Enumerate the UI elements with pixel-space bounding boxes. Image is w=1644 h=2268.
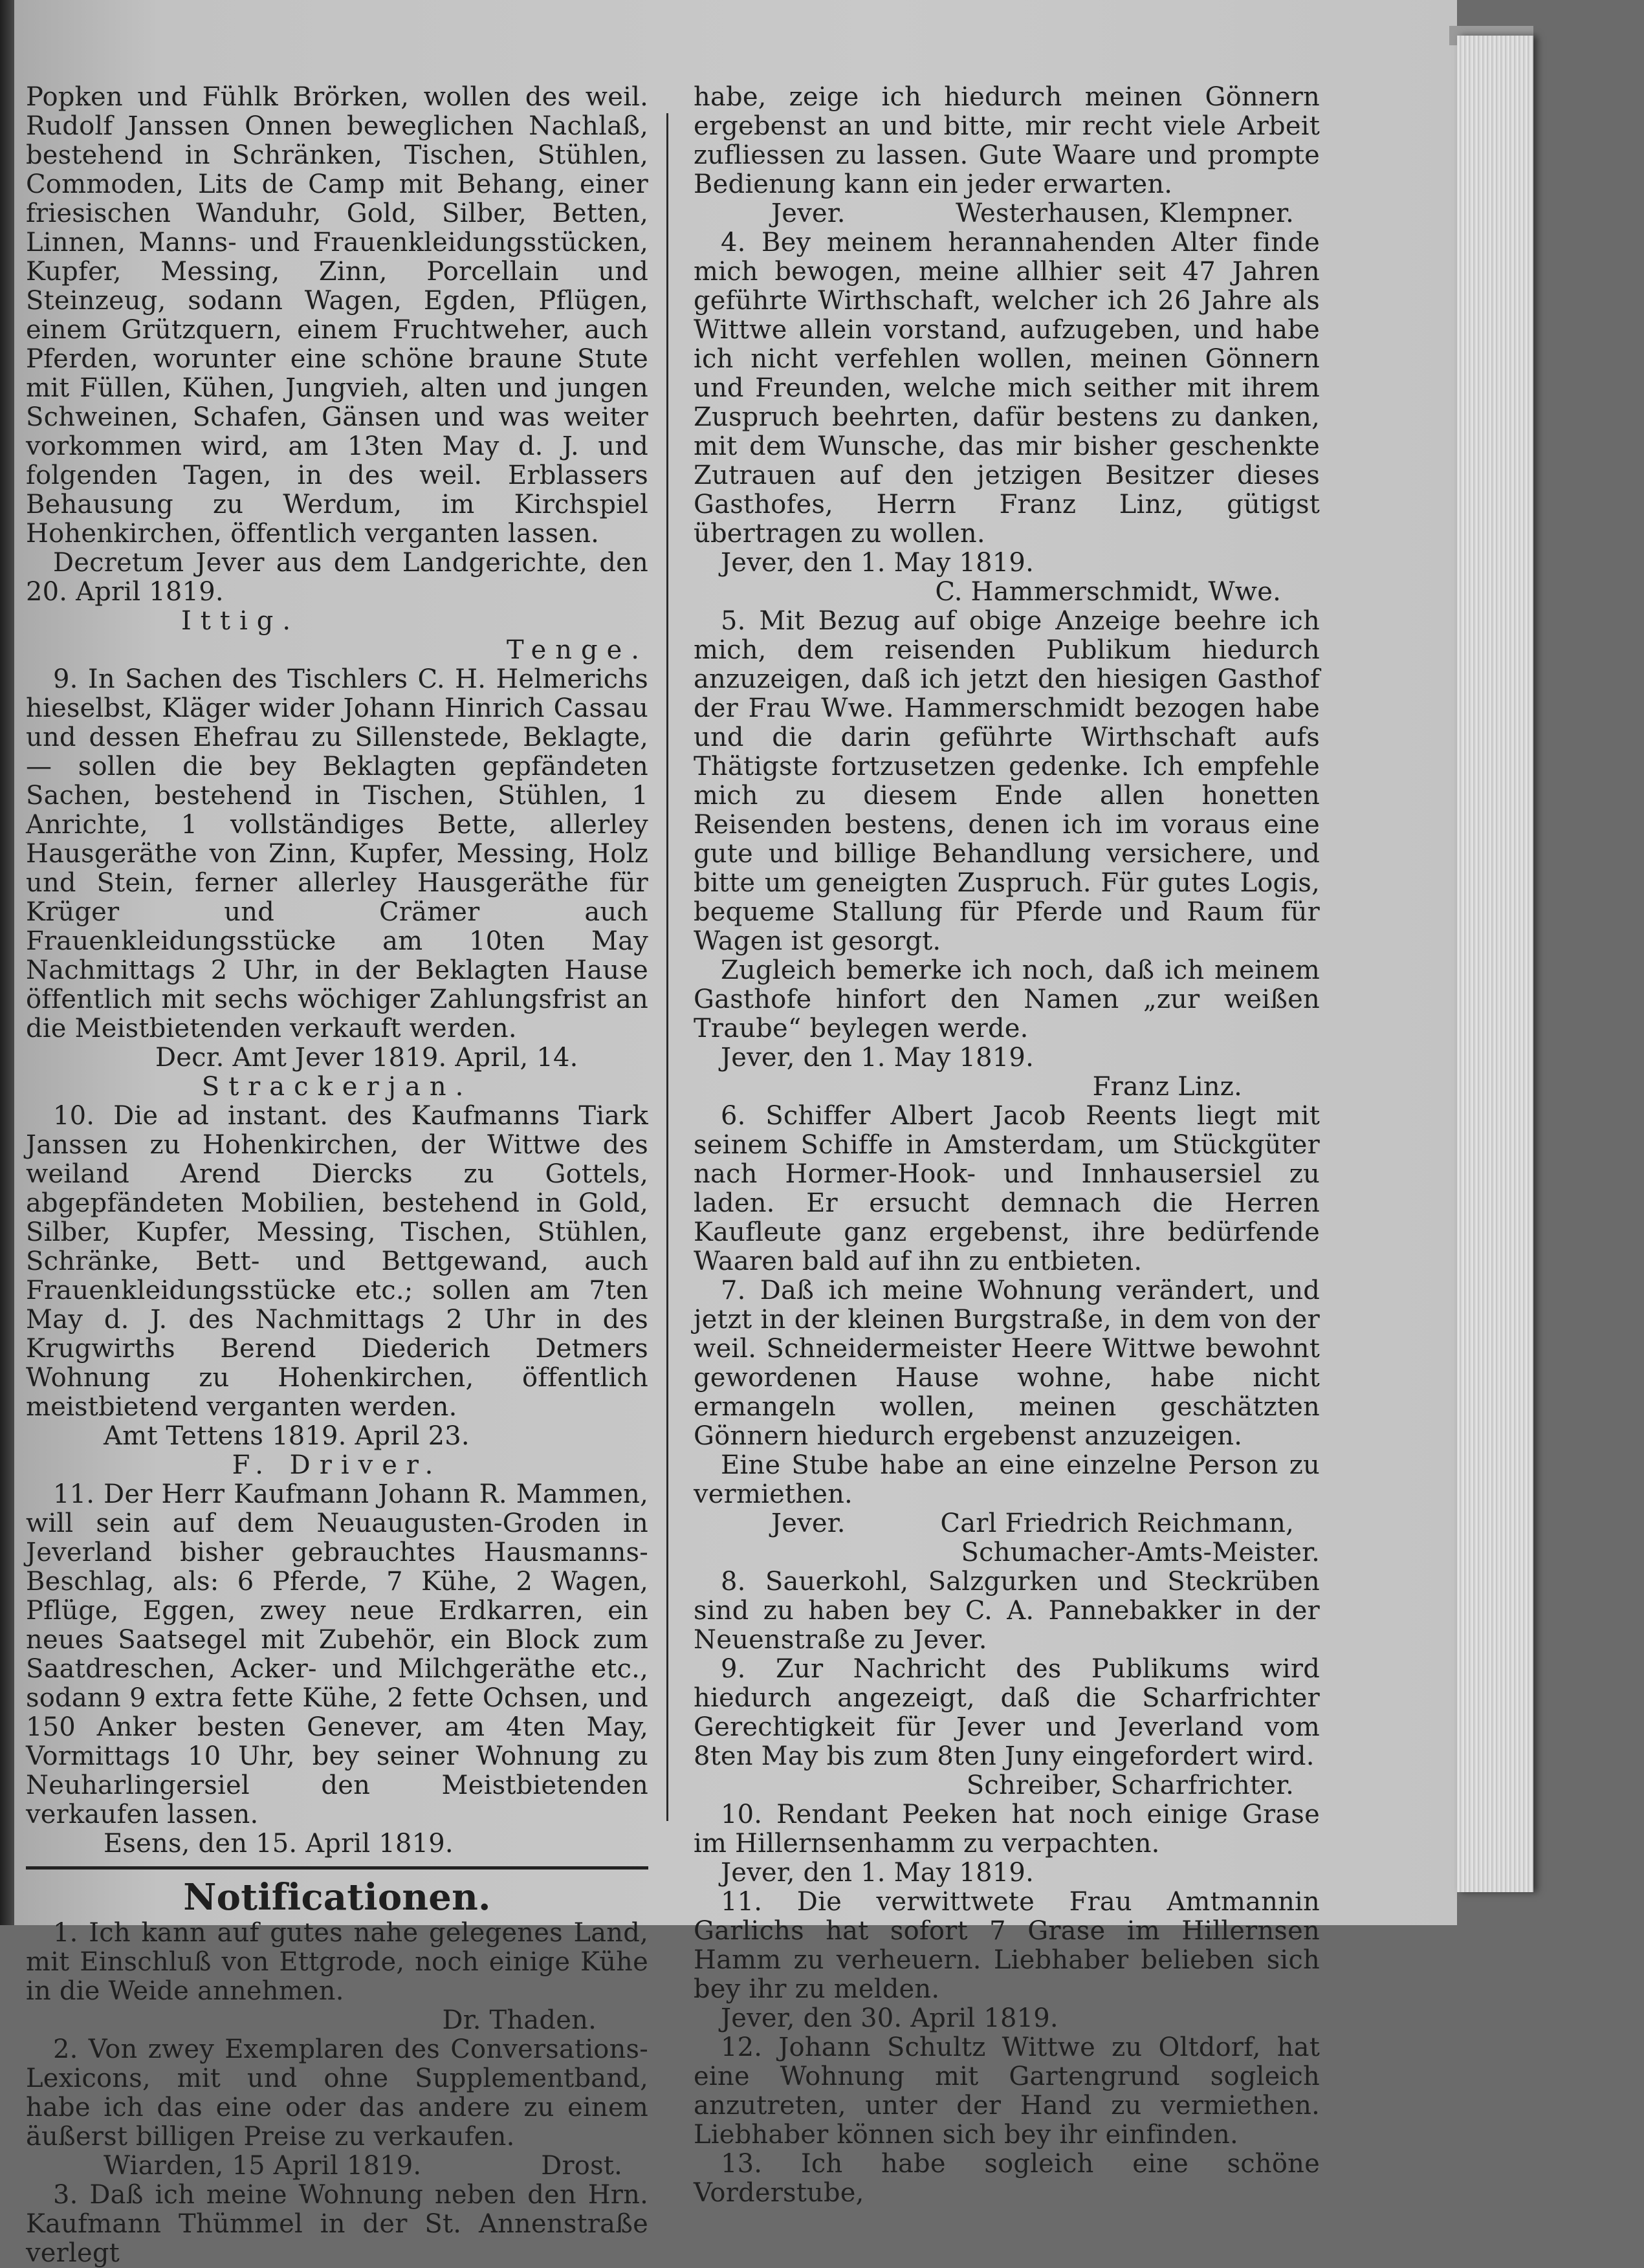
section-title: Notificationen. [183, 1876, 491, 1919]
notice3-continued: habe, zeige ich hiedurch meinen Gönnern ergebenst an und bitte, mir recht viele Arbeit zufliessen zu lassen. Gute Waare und prompte Bedienung kann ein jeder erwarten. [694, 82, 1320, 199]
notice10-place-date: Jever, den 1. May 1819. [721, 1858, 1034, 1888]
section-divider [26, 1866, 648, 1870]
notice3-footer [694, 199, 1320, 228]
notice1-signature: Dr. Thaden. [442, 2005, 597, 2035]
item8-decree: Decretum Jever aus dem Landgerichte, den 20. April 1819. [26, 548, 648, 607]
book-gutter [0, 0, 14, 1925]
item9-text: 9. In Sachen des Tischlers C. H. Helmerichs hieselbst, Kläger wider Johann Hinrich Cassau und dessen Ehefrau zu Sillenstede, Beklagte, — sollen die bey Beklagten gepfändeten Sachen, bestehend in Tischen, Stühlen, 1 Anrichte, 1 vollständiges Bette, allerley Hausgeräthe von Zinn, Kupfer, Messing, Holz und Stein, ferner allerley Hausgeräthe für Krüger und Crämer auch Frauenkleidungsstücke am 10ten May Nachmittags 2 Uhr, in der Beklagten Hause öffentlich mit sechs wöchiger Zahlungsfrist an die Meistbietenden verkauft werden. [26, 664, 648, 1043]
column-rule [666, 113, 668, 1821]
notice7-text: 7. Daß ich meine Wohnung verändert, und jetzt in der kleinen Burgstraße, in dem von der weil. Schneidermeister Heere Wittwe bewohnt gewordenen Hause wohne, habe nicht ermangeln wollen, meinen geschätzten Gönnern hiedurch ergebenst anzuzeigen. [694, 1276, 1320, 1451]
notice12-text: 12. Johann Schultz Wittwe zu Oltdorf, hat eine Wohnung mit Gartengrund sogleich anzutreten, unter der Hand zu vermiethen. Liebhaber können sich bey ihr einfinden. [694, 2033, 1320, 2150]
left-column [26, 83, 648, 2268]
notice7-place: Jever. [771, 1509, 846, 1538]
item8-text: Popken und Fühlk Brörken, wollen des weil. Rudolf Janssen Onnen beweglichen Nachlaß, bestehend in Schränken, Tischen, Stühlen, Commoden, Lits de Camp mit Behang, einer friesischen Wanduhr, Gold, Silber, Betten, Linnen, Manns- und Frauenkleidungsstücken, Kupfer, Messing, Zinn, Porcellain und Steinzeug, sodann Wagen, Egden, Pflügen, einem Grützquern, einem Fruchtweher, auch Pferden, worunter eine schöne braune Stute mit Füllen, Kühen, Jungvieh, alten und jungen Schweinen, Schafen, Gänsen und was weiter vorkommen wird, am 13ten May d. J. und folgenden Tagen, in des weil. Erblassers Behausung zu Werdum, im Kirchspiel Hohenkirchen, öffentlich verganten lassen. [26, 82, 648, 549]
notice4-place-date: Jever, den 1. May 1819. [721, 548, 1034, 578]
notice9-text: 9. Zur Nachricht des Publikums wird hiedurch angezeigt, daß die Scharfrichter Gerechtigkeit für Jever und Jeverland vom 8ten May bis zum 8ten Juny eingefordert wird. [694, 1654, 1320, 1771]
item10-text: 10. Die ad instant. des Kaufmanns Tiark Janssen zu Hohenkirchen, der Wittwe des weiland Arend Diercks zu Gottels, abgepfändeten Mobilien, bestehend in Gold, Silber, Kupfer, Messing, Tischen, Stühlen, Schränke, Bett- und Bettgewand, auch Frauenkleidungsstücke etc.; sollen am 7ten May d. J. des Nachmittags 2 Uhr in des Krugwirths Berend Diederich Detmers Wohnung zu Hohenkirchen, öffentlich meistbietend verganten werden. [26, 1101, 648, 1422]
item8-signature-2: Tenge. [507, 635, 648, 665]
notice7-text-2: Eine Stube habe an eine einzelne Person zu vermiethen. [694, 1450, 1320, 1509]
item8-signature-1: Ittig. [181, 606, 300, 636]
notice2-footer [26, 2152, 648, 2181]
notice1-text: 1. Ich kann auf gutes nahe gelegenes Land, mit Einschluß von Ettgrode, noch einige Kühe in die Weide annehmen. [26, 1918, 648, 2006]
notice3-signature: Westerhausen, Klempner. [955, 199, 1294, 228]
notice5-signature: Franz Linz. [1092, 1072, 1242, 1102]
notice4-signature: C. Hammerschmidt, Wwe. [935, 577, 1281, 607]
item11-place-date: Esens, den 15. April 1819. [104, 1829, 454, 1859]
right-column [694, 83, 1320, 2208]
notice5-place-date: Jever, den 1. May 1819. [721, 1043, 1034, 1073]
notice4-text: 4. Bey meinem herannahenden Alter finde mich bewogen, meine allhier seit 47 Jahren geführte Wirthschaft, welcher ich 26 Jahre als Wittwe allein vorstand, aufzugeben, und habe ich nicht verfehlen wollen, meinen Gönnern und Freunden, welche mich seither mit ihrem Zuspruch beehrten, dafür bestens zu danken, mit dem Wunsche, das mir bisher geschenkte Zutrauen auf den jetzigen Besitzer dieses Gasthofes, Herrn Franz Linz, gütigst übertragen zu wollen. [694, 228, 1320, 549]
notice3-text: 3. Daß ich meine Wohnung neben den Hrn. Kaufmann Thümmel in der St. Annenstraße verlegt [26, 2180, 648, 2268]
item10-decree: Amt Tettens 1819. April 23. [104, 1421, 470, 1451]
notice13-text: 13. Ich habe sogleich eine schöne Vorderstube, [694, 2149, 1320, 2208]
notice10-text: 10. Rendant Peeken hat noch einige Grase im Hillernsenhamm zu verpachten. [694, 1800, 1320, 1859]
notice2-place-date: Wiarden, 15 April 1819. [104, 2151, 422, 2181]
notice7-footer [694, 1509, 1320, 1538]
notice6-text: 6. Schiffer Albert Jacob Reents liegt mit seinem Schiffe in Amsterdam, um Stückgüter nach Hormer-Hook- und Innhausersiel zu laden. Er ersucht demnach die Herren Kaufleute ganz ergebenst, ihre bedürfende Waaren bald auf ihn zu entbieten. [694, 1101, 1320, 1276]
item9-signature: Strackerjan. [201, 1072, 473, 1102]
notice8-text: 8. Sauerkohl, Salzgurken und Steckrüben sind zu haben bey C. A. Pannebakker in der Neuenstraße zu Jever. [694, 1567, 1320, 1655]
notice11-place-date: Jever, den 30. April 1819. [721, 2003, 1058, 2033]
item9-decree: Decr. Amt Jever 1819. April, 14. [155, 1043, 578, 1073]
notice7-signature-2: Schumacher-Amts-Meister. [961, 1538, 1320, 1567]
notice2-signature: Drost. [541, 2151, 622, 2181]
book-page-edges [1457, 36, 1533, 1892]
notice5-text-2: Zugleich bemerke ich noch, daß ich meinem Gasthofe hinfort den Namen „zur weißen Traube“ beylegen werde. [694, 955, 1320, 1043]
notice5-text: 5. Mit Bezug auf obige Anzeige beehre ich mich, dem reisenden Publikum hiedurch anzuzeigen, daß ich jetzt den hiesigen Gasthof der Frau Wwe. Hammerschmidt bezogen habe und die darin geführte Wirthschaft aufs Thätigste fortzusetzen gedenke. Ich empfehle mich zu diesem Ende allen honetten Reisenden bestens, denen ich im voraus eine gute und billige Behandlung versichere, und bitte um geneigten Zuspruch. Für gutes Logis, bequeme Stallung für Pferde und Raum für Wagen ist gesorgt. [694, 606, 1320, 956]
item11-text: 11. Der Herr Kaufmann Johann R. Mammen, will sein auf dem Neuaugusten-Groden in Jeverland bisher gebrauchtes Hausmanns-Beschlag, als: 6 Pferde, 7 Kühe, 2 Wagen, Pflüge, Eggen, zwey neue Erdkarren, ein neues Saatsegel mit Zubehör, ein Block zum Saatdreschen, Acker- und Milchgeräthe etc., sodann 9 extra fette Kühe, 2 fette Ochsen, und 150 Anker besten Genever, am 4ten May, Vormittags 10 Uhr, bey seiner Wohnung zu Neuharlingersiel den Meistbietenden verkaufen lassen. [26, 1479, 648, 1829]
notice11-text: 11. Die verwittwete Frau Amtmannin Garlichs hat sofort 7 Grase im Hillernsen Hamm zu verheuern. Liebhaber belieben sich bey ihr zu melden. [694, 1887, 1320, 2004]
notice7-signature-1: Carl Friedrich Reichmann, [940, 1509, 1294, 1538]
notice9-signature: Schreiber, Scharfrichter. [966, 1771, 1294, 1800]
notice3-place: Jever. [771, 199, 846, 228]
item10-signature: F. Driver. [232, 1450, 443, 1480]
notice2-text: 2. Von zwey Exemplaren des Conversations-Lexicons, mit und ohne Supplementband, habe ich das eine oder das andere zu einem äußerst billigen Preise zu verkaufen. [26, 2034, 648, 2152]
